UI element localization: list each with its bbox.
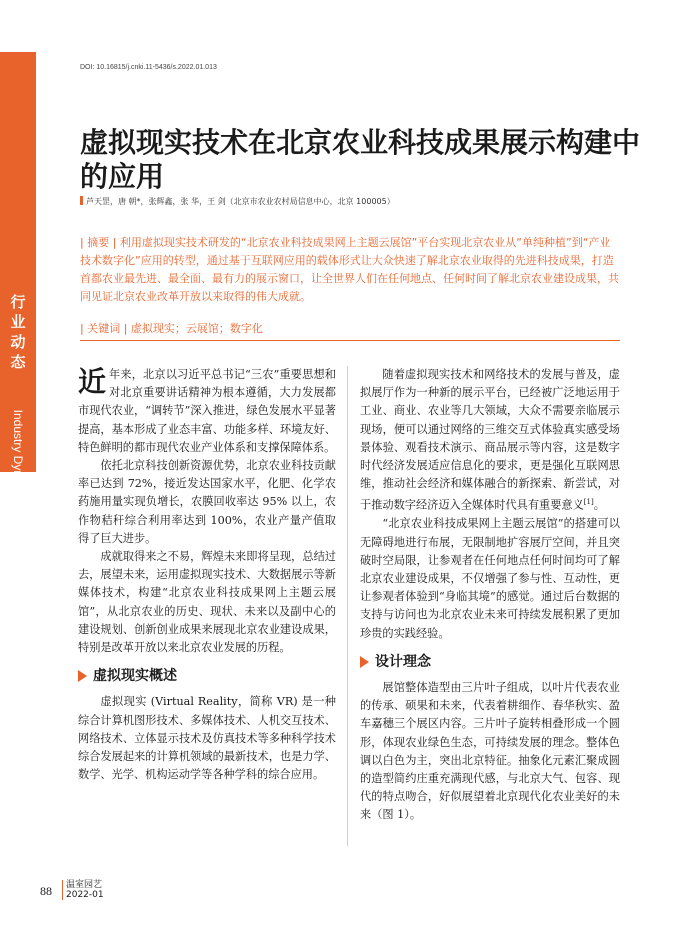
left-column bbox=[78, 366, 336, 784]
paragraph-text: 年来，北京以习近平总书记“三农”重要思想和对北京重要讲话精神为根本遵循，大力发展都市现代农业，“调转节”深入推进，绿色发展水平显著提高，基本形成了业态丰富、功能多样、环境友好、特色鲜明的都市现代农业产业体系和支撑保障体系。 bbox=[78, 368, 336, 454]
keywords bbox=[80, 320, 263, 336]
authors bbox=[80, 196, 395, 207]
dropcap: 近 bbox=[78, 365, 107, 398]
keywords-text: 虚拟现实；云展馆；数字化 bbox=[130, 322, 263, 335]
page-number: 88 bbox=[40, 884, 52, 898]
section-label-en: Industry Dynamics bbox=[11, 409, 25, 509]
doi: DOI: 10.16815/j.cnki.11-5436/s.2022.01.013 bbox=[80, 64, 217, 71]
heading-text: 虚拟现实概述 bbox=[93, 668, 177, 685]
author-bar bbox=[80, 196, 83, 205]
paragraph bbox=[360, 366, 620, 515]
journal-info bbox=[62, 880, 104, 900]
paragraph bbox=[78, 366, 336, 457]
journal-issue: 2022-01 bbox=[66, 890, 104, 900]
paragraph-text: 随着虚拟现实技术和网络技术的发展与普及，虚拟展厅作为一种新的展示平台，已经被广泛地运用于工业、商业、农业等几大领域，大众不需要亲临展示现场，便可以通过网络的三维交互式体验真实感受场景体验、观看技术演示、商品展示等内容，这是数字时代经济发展适应信息化的要求，更是强化互联网思维，推动社会经济和媒体融合的新探索、新尝试，对于推动数字经济迈入全媒体时代具有重要意义 bbox=[360, 368, 620, 513]
divider bbox=[80, 340, 620, 341]
abstract bbox=[80, 234, 620, 306]
paragraph-end: 。 bbox=[593, 499, 605, 513]
keywords-label: | 关键词 | bbox=[80, 322, 128, 335]
section-heading bbox=[360, 653, 620, 671]
section-sidebar bbox=[0, 52, 36, 509]
article-title: 虚拟现实技术在北京农业科技成果展示构建中的应用 bbox=[80, 126, 641, 193]
column-divider bbox=[347, 366, 348, 846]
section-label-en-wrap bbox=[6, 404, 30, 514]
heading-text: 设计理念 bbox=[375, 653, 431, 670]
paragraph: 虚拟现实 (Virtual Reality，简称 VR) 是一种综合计算机图形技术、多媒体技术、人机交互技术、网络技术、立体显示技术及仿真技术等多种科学技术综合发展起来的计算机领域的最新技术，也是力学、数学、光学、机构运动学等各种学科的综合应用。 bbox=[78, 695, 336, 782]
section-heading bbox=[78, 667, 336, 685]
right-column bbox=[360, 366, 620, 825]
paragraph: “北京农业科技成果网上主题云展馆”的搭建可以无障碍地进行布展，无限制地扩容展厅空间，并且突破时空局限，让参观者在任何地点任何时间均可了解北京农业建设成果，不仅增强了参与性、互动性，更让参观者体验到“身临其境”的感觉。通过后台数据的支持与访问也为北京农业未来可持续发展积累了更加珍贵的实践经验。 bbox=[360, 517, 620, 640]
paragraph: 依托北京科技创新资源优势，北京农业科技贡献率已达到 72%，接近发达国家水平，化肥、化学农药施用量实现负增长，农膜回收率达 95% 以上，农作物秸秆综合利用率达到 100%，农业产量产值取得了巨大进步。 bbox=[78, 459, 336, 545]
paragraph: 展馆整体造型由三片叶子组成，以叶片代表农业的传承、硕果和未来，代表着耕细作、春华秋实、盈车嘉穗三个展区内容。三片叶子旋转相叠形成一个圆形，体现农业绿色生态，可持续发展的理念。整体色调以白色为主，突出北京特征。抽象化元素汇聚成圆的造型简约庄重充满现代感，与北京大气、包容、现代的特点吻合，好似展望着北京现代化农业美好的未来（图 1）。 bbox=[360, 680, 620, 822]
section-label-cn: 行业动态 bbox=[10, 293, 26, 371]
abstract-text: 利用虚拟现实技术研发的“北京农业科技成果网上主题云展馆”平台实现北京农业从“单纯种植”到“产业技术数字化”应用的转型，通过基于互联网应用的载体形式让大众快速了解北京农业取得的先进科技成果，打造首都农业最先进、最全面、最有力的展示窗口，让全世界人们在任何地点、任何时间了解北京农业建设成果，共同见证北京农业改革开放以来取得的伟大成就。 bbox=[80, 236, 619, 303]
author-text: 芦天罡，唐 朝*，张辉鑫，张 华，王 剑（北京市农业农村局信息中心，北京 100005） bbox=[86, 197, 395, 206]
triangle-icon bbox=[78, 670, 87, 682]
journal-name: 温室园艺 bbox=[66, 880, 103, 890]
reference: [1] bbox=[583, 498, 594, 507]
paragraph: 成就取得来之不易，辉煌未来即将呈现，总结过去，展望未来，运用虚拟现实技术、大数据展示等新媒体技术，构建“北京农业科技成果网上主题云展馆”，从北京农业的历史、现状、未来以及副中心的建设规划、创新创业成果来展现北京农业建设成果，特别是改革开放以来北京农业发展的历程。 bbox=[78, 550, 336, 655]
abstract-label: | 摘要 | bbox=[80, 236, 117, 249]
triangle-icon bbox=[360, 656, 369, 668]
